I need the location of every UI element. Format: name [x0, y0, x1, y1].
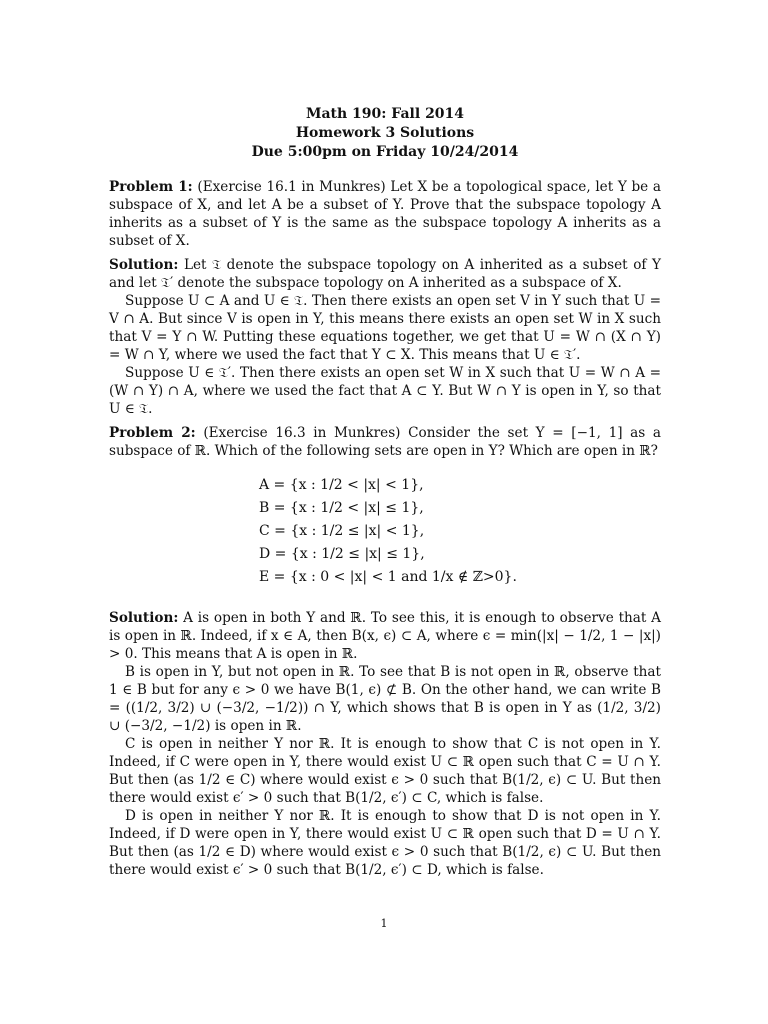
solution-2-p2: B is open in Y, but not open in ℝ. To see that B is not open in ℝ, observe that 1 ∈ B but for any ϵ > 0 we have B(1, ϵ) ⊄ B. On the other hand, we can write B = ((1/2, 3/2) ∪ (−3/2, −1/2)) ∩ Y, which shows that B is open in Y as (1/2, 3/2) ∪ (−3/2, −1/2) is open in ℝ.	[109, 664, 661, 734]
set-definitions	[259, 474, 661, 589]
problem-1	[109, 178, 661, 250]
problem-2	[109, 424, 661, 460]
equation-e: E = {x : 0 < |x| < 1 and 1/x ∉ ℤ>0}.	[259, 569, 517, 585]
document-header	[109, 105, 661, 162]
document-page	[109, 105, 661, 879]
solution-2-p4: D is open in neither Y nor ℝ. It is enough to show that D is not open in Y. Indeed, if D were open in Y, there would exist U ⊂ ℝ open such that D = U ∩ Y. But then (as 1/2 ∈ D) where would exist ϵ > 0 such that B(1/2, ϵ) ⊂ U. But then there would exist ϵ′ > 0 such that B(1/2, ϵ′) ⊂ D, which is false.	[109, 808, 661, 878]
problem-2-text: (Exercise 16.3 in Munkres) Consider the set Y = [−1, 1] as a subspace of ℝ. Which of the following sets are open in Y? Which are open in ℝ?	[109, 425, 661, 459]
problem-2-label: Problem 2:	[109, 425, 196, 441]
solution-2-p1: A is open in both Y and ℝ. To see this, it is enough to observe that A is open in ℝ. Indeed, if x ∈ A, then B(x, ϵ) ⊂ A, where ϵ = min(|x| − 1/2, 1 − |x|) > 0. This means that A is open in ℝ.	[109, 610, 661, 662]
due-date: Due 5:00pm on Friday 10/24/2014	[251, 144, 519, 160]
solution-1-p1: Let 𝔗 denote the subspace topology on A inherited as a subset of Y and let 𝔗′ denote the subspace topology on A inherited as a subspace of X.	[109, 257, 661, 291]
solution-1-label: Solution:	[109, 257, 179, 273]
problem-1-text: (Exercise 16.1 in Munkres) Let X be a topological space, let Y be a subspace of X, and let A be a subset of Y. Prove that the subspace topology A inherits as a subset of Y is the same as the subspace topology A inherits as a subset of X.	[109, 179, 661, 249]
equation-d: D = {x : 1/2 ≤ |x| ≤ 1},	[259, 546, 425, 562]
solution-1-intro	[109, 256, 661, 292]
solution-1-p3: Suppose U ∈ 𝔗′. Then there exists an open set W in X such that U = W ∩ A = (W ∩ Y) ∩ A, where we used the fact that A ⊂ Y. But W ∩ Y is open in Y, so that U ∈ 𝔗.	[109, 365, 661, 417]
homework-title: Homework 3 Solutions	[295, 125, 475, 141]
page-number: 1	[380, 917, 388, 930]
course-title: Math 190: Fall 2014	[305, 106, 465, 122]
solution-1-p2: Suppose U ⊂ A and U ∈ 𝔗. Then there exists an open set V in Y such that U = V ∩ A. But since V is open in Y, this means there exists an open set W in X such that V = Y ∩ W. Putting these equations together, we get that U = W ∩ (X ∩ Y) = W ∩ Y, where we used the fact that Y ⊂ X. This means that U ∈ 𝔗′.	[109, 293, 661, 363]
problem-1-label: Problem 1:	[109, 179, 193, 195]
equation-c: C = {x : 1/2 ≤ |x| < 1},	[259, 523, 425, 539]
equation-a: A = {x : 1/2 < |x| < 1},	[259, 477, 424, 493]
equation-b: B = {x : 1/2 < |x| ≤ 1},	[259, 500, 424, 516]
solution-2-label: Solution:	[109, 610, 179, 626]
solution-2-intro	[109, 609, 661, 663]
solution-2-p3: C is open in neither Y nor ℝ. It is enough to show that C is not open in Y. Indeed, if C were open in Y, there would exist U ⊂ ℝ open such that C = U ∩ Y. But then (as 1/2 ∈ C) where would exist ϵ > 0 such that B(1/2, ϵ) ⊂ U. But then there would exist ϵ′ > 0 such that B(1/2, ϵ′) ⊂ C, which is false.	[109, 736, 661, 806]
